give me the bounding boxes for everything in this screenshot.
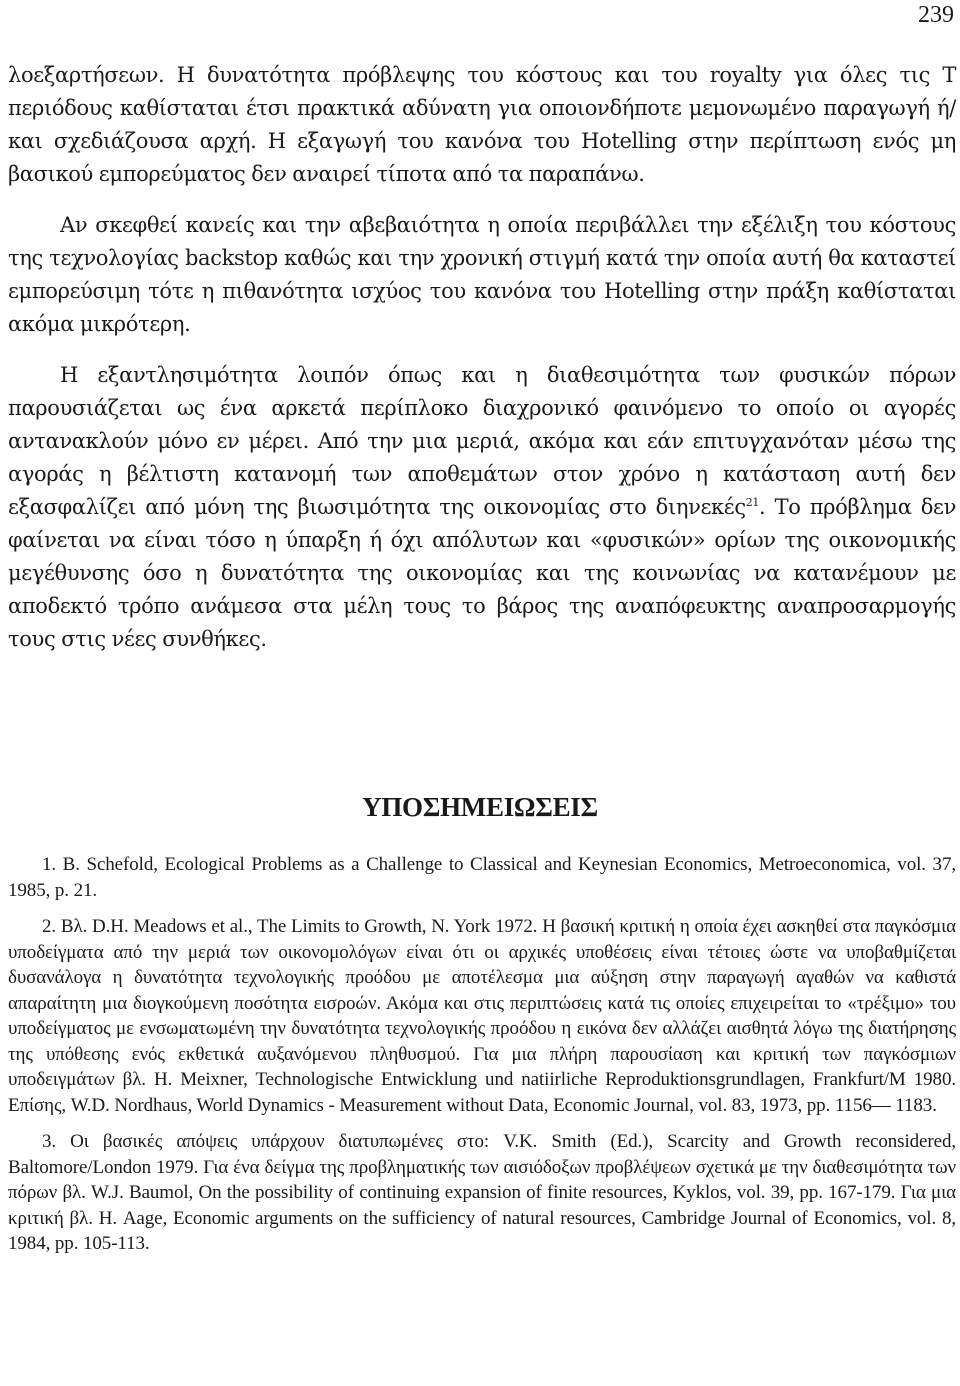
footnote: 3. Οι βασικές απόψεις υπάρχουν διατυπωμένες στο: V.K. Smith (Ed.), Scarcity and Growth reconsidered, Baltomore/London 1979. Για ένα δείγμα της προβληματικής των αισιόδοξων προβλέψεων σχετικά με την διαθεσιμότητα των πόρων βλ. W.J. Baumol, On the possibility of continuing expansion of finite resources, Kyklos, vol. 39, pp. 167-179. Για μια κριτική βλ. Η. Aage, Economic arguments on the sufficiency of natural resources, Cambridge Journal of Economics, vol. 8, 1984, pp. 105-113. xyxy=(8,1131,956,1254)
footnote: 1. Β. Schefold, Ecological Problems as a Challenge to Classical and Keynesian Economics, Metroeconomica, vol. 37, 1985, p. 21. xyxy=(8,854,956,901)
footnotes-section xyxy=(8,852,956,1268)
footnote-reference: 21 xyxy=(745,496,760,509)
paragraph xyxy=(8,359,956,656)
paragraph-text: . Το πρόβλημα δεν φαίνεται να είναι τόσο η ύπαρξη ή όχι απόλυτων και «φυσικών» ορίων της οικονομικής μεγέθυνσης όσο η δυνατότητα της οικονομίας και της κοινωνίας να κατανέμουν με αποδεκτό τρόπο ανάμεσα στα μέλη τους το βάρος της αναπόφευκτης αναπροσαρμογής τους στις νέες συνθήκες. xyxy=(8,495,956,651)
footnotes-heading: ΥΠΟΣΗΜΕΙΩΣΕΙΣ xyxy=(362,792,598,822)
page-number: 239 xyxy=(918,2,954,28)
paragraph: Αν σκεφθεί κανείς και την αβεβαιότητα η οποία περιβάλλει την εξέλιξη του κόστους της τεχνολογίας backstop καθώς και την χρονική στιγμή κατά την οποία αυτή θα καταστεί εμπορεύσιμη τότε η πιθανότητα ισχύος του κανόνα του Hotelling στην πράξη καθίσταται ακόμα μικρότερη. xyxy=(8,213,956,336)
footnote: 2. Βλ. D.H. Meadows et al., The Limits to Growth, N. York 1972. Η βασική κριτική η οποία έχει ασκηθεί στα παγκόσμια υποδείγματα από την μεριά των οικονομολόγων είναι ότι οι αρχικές υποθέσεις είναι τέτοιες ώστε να υποβαθμίζεται δυσανάλογα η δυνατότητα τεχνολογικής προόδου με αποτέλεσμα μια αύξηση στην παραγωγή αγαθών να καθιστά απαραίτητη μια διογκούμενη ποσότητα εισροών. Ακόμα και στις περιπτώσεις κατά τις οποίες επιχειρείται το «τρέξιμο» του υποδείγματος με ενσωματωμένη την δυνατότητα τεχνολογικής προόδου η εικόνα δεν αλλάζει αισθητά λόγω της διατήρησης της υπόθεσης ενός εκθετικά αυξανόμενου πληθυσμού. Για μια πλήρη παρουσίαση και κριτική των παγκόσμιων υποδειγμάτων βλ. Η. Meixner, Technologische Entwicklung und natiirliche Reproduktionsgrundlagen, Frankfurt/M 1980. Επίσης, W.D. Nordhaus, World Dynamics - Measurement without Data, Economic Journal, vol. 83, 1973, pp. 1156— 1183. xyxy=(8,916,956,1116)
paragraph-text: Η εξαντλησιμότητα λοιπόν όπως και η διαθεσιμότητα των φυσικών πόρων παρουσιάζεται ως ένα αρκετά περίπλοκο διαχρονικό φαινόμενο το οποίο οι αγορές αντανακλούν μόνο εν μέρει. Από την μια μεριά, ακόμα και εάν επιτυγχανόταν μέσω της αγοράς η βέλτιστη κατανομή των αποθεμάτων στον χρόνο η κατάσταση αυτή δεν εξασφαλίζει από μόνη της βιωσιμότητα της οικονομίας στο διηνεκές xyxy=(8,363,956,519)
body-text xyxy=(8,59,956,674)
paragraph: λοεξαρτήσεων. Η δυνατότητα πρόβλεψης του κόστους και του royalty για όλες τις Τ περιόδους καθίσταται έτσι πρακτικά αδύνατη για οποιονδήποτε μεμονωμένο παραγωγή ή/και σχεδιάζουσα αρχή. Η εξαγωγή του κανόνα του Hotelling στην περίπτωση ενός μη βασικού εμπορεύματος δεν αναιρεί τίποτα από τα παραπάνω. xyxy=(8,63,956,186)
